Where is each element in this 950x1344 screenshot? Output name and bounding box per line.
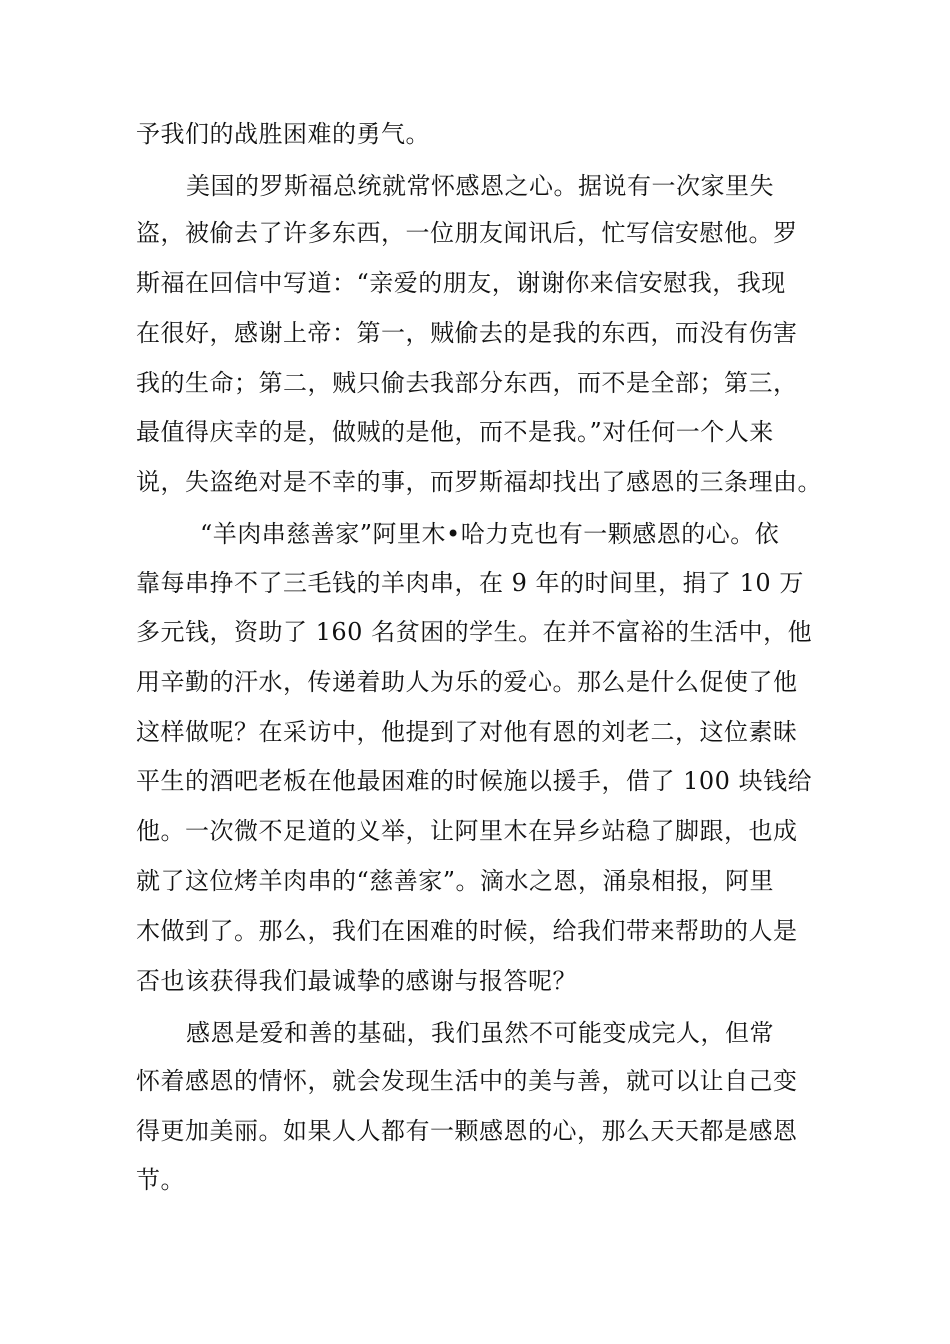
text-line: 平生的酒吧老板在他最困难的时候施以援手，借了 100 块钱给 [136,767,813,795]
text-line: 这样做呢？在采访中，他提到了对他有恩的刘老二，这位素昧 [136,718,798,746]
text-line: 否也该获得我们最诚挚的感谢与报答呢？ [136,967,577,995]
text-line: 予我们的战胜困难的勇气。 [136,120,430,148]
text-line: 说，失盗绝对是不幸的事，而罗斯福却找出了感恩的三条理由。 [136,468,822,496]
text-line: 多元钱，资助了 160 名贫困的学生。在并不富裕的生活中，他 [136,618,813,646]
text-line: 就了这位烤羊肉串的“慈善家”。滴水之恩，涌泉相报，阿里 [136,867,775,895]
text-line: 斯福在回信中写道：“亲爱的朋友，谢谢你来信安慰我，我现 [136,269,786,297]
paragraph-start-line: “羊肉串慈善家”阿里木•哈力克也有一颗感恩的心。依 [200,520,780,548]
paragraph-start-line: 美国的罗斯福总统就常怀感恩之心。据说有一次家里失 [186,172,774,200]
text-line: 我的生命；第二，贼只偷去我部分东西，而不是全部；第三， [136,369,798,397]
text-line: 最值得庆幸的是，做贼的是他，而不是我。”对任何一个人来 [136,418,774,446]
text-line: 用辛勤的汗水，传递着助人为乐的爱心。那么是什么促使了他 [136,668,798,696]
text-line: 靠每串挣不了三毛钱的羊肉串，在 9 年的时间里，捐了 10 万 [136,569,804,597]
text-line: 木做到了。那么，我们在困难的时候，给我们带来帮助的人是 [136,917,798,945]
text-line: 怀着感恩的情怀，就会发现生活中的美与善，就可以让自己变 [136,1067,798,1095]
text-line: 他。一次微不足道的义举，让阿里木在异乡站稳了脚跟，也成 [136,817,798,845]
paragraph-start-line: 感恩是爱和善的基础，我们虽然不可能变成完人，但常 [186,1019,774,1047]
text-line: 盗，被偷去了许多东西，一位朋友闻讯后，忙写信安慰他。罗 [136,219,798,247]
text-line: 节。 [136,1166,185,1194]
text-line: 得更加美丽。如果人人都有一颗感恩的心，那么天天都是感恩 [136,1117,798,1145]
text-line: 在很好，感谢上帝：第一，贼偷去的是我的东西，而没有伤害 [136,319,798,347]
